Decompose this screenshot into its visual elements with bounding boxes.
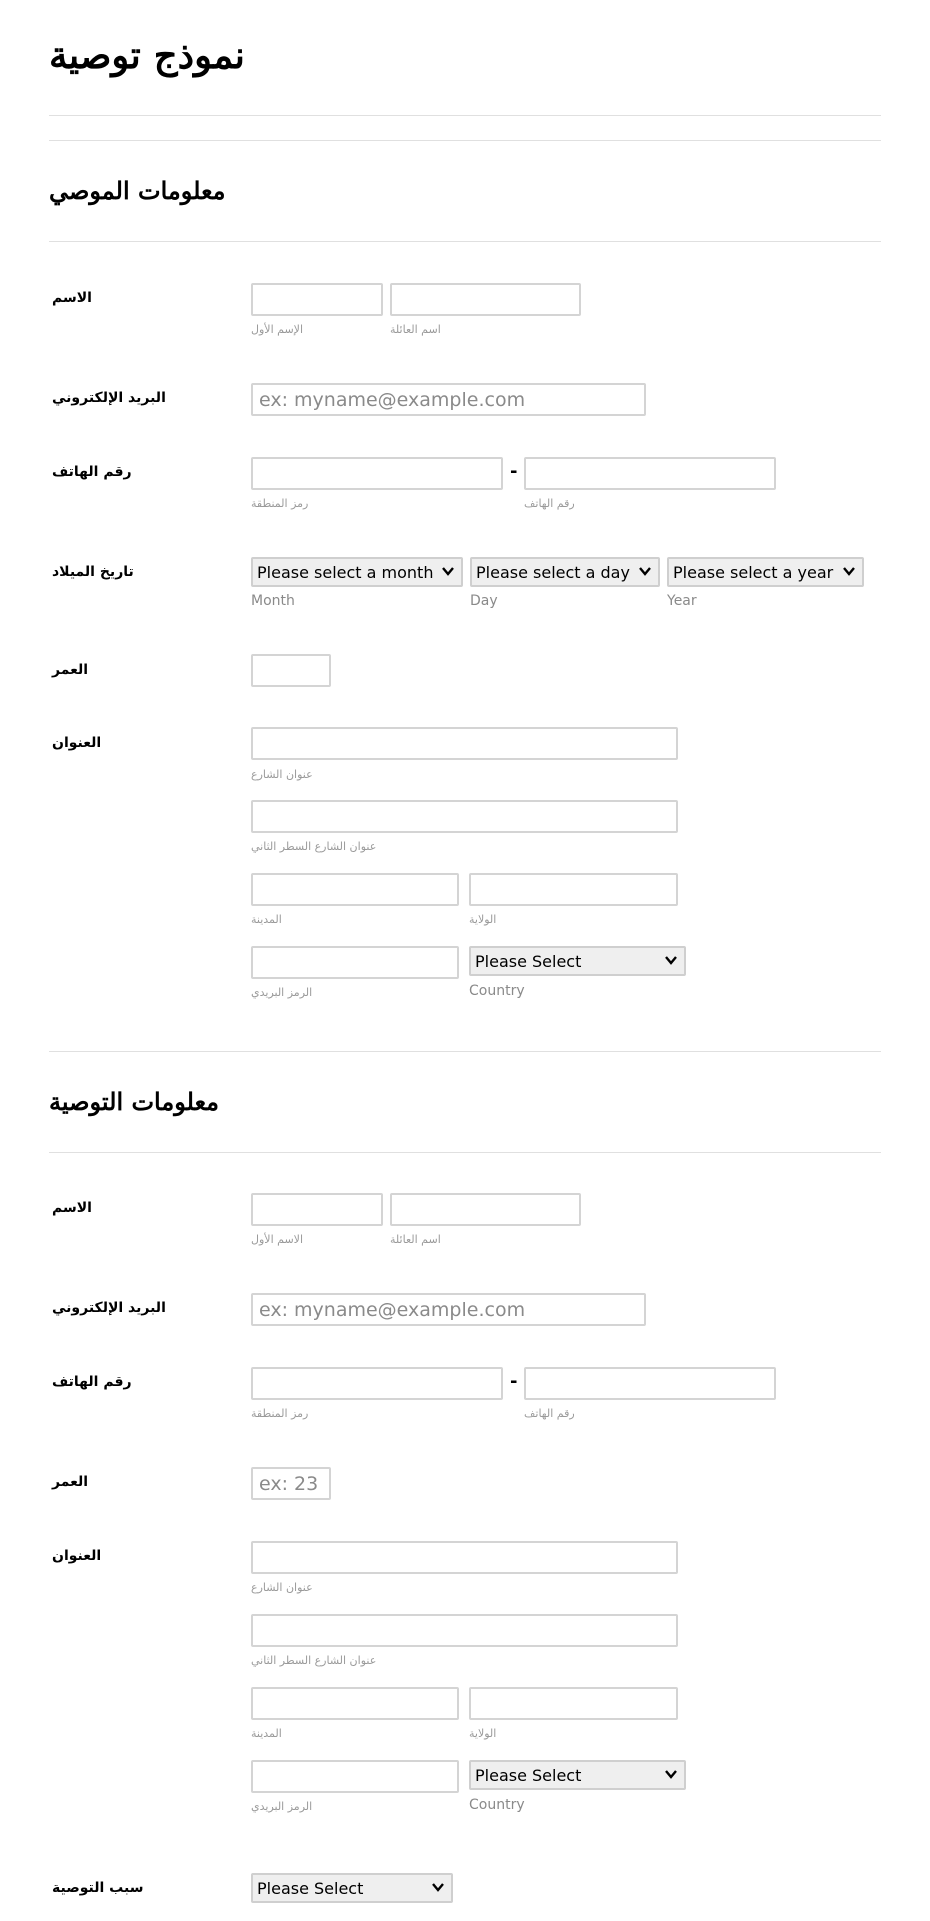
street-input[interactable] <box>251 727 678 760</box>
section-title-recommender: معلومات الموصي <box>49 176 226 205</box>
form-title: نموذج توصية <box>49 33 245 77</box>
day-sublabel: Day <box>470 593 498 609</box>
divider <box>49 1051 881 1052</box>
day-select-wrapper <box>470 557 660 587</box>
reason-label: سبب التوصية <box>52 1880 144 1896</box>
area-code-sublabel: رمز المنطقة <box>251 497 309 510</box>
year-sublabel: Year <box>667 593 697 609</box>
phone-label: رقم الهاتف <box>52 464 132 480</box>
state-sublabel: الولاية <box>469 913 497 926</box>
city-sublabel: المدينة <box>251 1727 282 1740</box>
phone-number-sublabel: رقم الهاتف <box>524 1407 575 1420</box>
last-name-input[interactable] <box>390 1193 581 1226</box>
age-input[interactable] <box>251 1467 331 1500</box>
section-title-recommendation: معلومات التوصية <box>49 1087 220 1116</box>
name-label: الاسم <box>52 290 92 306</box>
year-select-wrapper <box>667 557 864 587</box>
first-name-input[interactable] <box>251 283 383 316</box>
last-name-input[interactable] <box>390 283 581 316</box>
country-select[interactable] <box>469 1760 686 1790</box>
phone-separator: - <box>510 1371 518 1392</box>
last-name-sublabel: اسم العائلة <box>390 323 441 336</box>
month-sublabel: Month <box>251 593 295 609</box>
address-label: العنوان <box>52 1548 102 1564</box>
first-name-sublabel: الإسم الأول <box>251 323 303 336</box>
state-input[interactable] <box>469 873 678 906</box>
city-input[interactable] <box>251 873 459 906</box>
phone-number-input[interactable] <box>524 457 776 490</box>
first-name-input[interactable] <box>251 1193 383 1226</box>
divider <box>49 140 881 141</box>
street2-sublabel: عنوان الشارع السطر الثاني <box>251 840 377 853</box>
reason-select[interactable] <box>251 1873 453 1903</box>
divider <box>49 1152 881 1153</box>
country-select[interactable] <box>469 946 686 976</box>
area-code-sublabel: رمز المنطقة <box>251 1407 309 1420</box>
country-select-wrapper <box>469 1760 686 1790</box>
street-sublabel: عنوان الشارع <box>251 768 313 781</box>
street-sublabel: عنوان الشارع <box>251 1581 313 1594</box>
phone-number-input[interactable] <box>524 1367 776 1400</box>
state-sublabel: الولاية <box>469 1727 497 1740</box>
age-label: العمر <box>52 1474 89 1490</box>
phone-number-sublabel: رقم الهاتف <box>524 497 575 510</box>
age-input[interactable] <box>251 654 331 687</box>
first-name-sublabel: الاسم الأول <box>251 1233 303 1246</box>
birthdate-label: تاريخ الميلاد <box>52 564 134 580</box>
day-select[interactable] <box>470 557 660 587</box>
zip-sublabel: الرمز البريدي <box>251 1800 313 1813</box>
city-input[interactable] <box>251 1687 459 1720</box>
country-sublabel: Country <box>469 1797 525 1813</box>
country-select-wrapper <box>469 946 686 976</box>
age-label: العمر <box>52 662 89 678</box>
email-input[interactable] <box>251 383 646 416</box>
month-select-wrapper <box>251 557 463 587</box>
zip-sublabel: الرمز البريدي <box>251 986 313 999</box>
area-code-input[interactable] <box>251 457 503 490</box>
month-select[interactable] <box>251 557 463 587</box>
zip-input[interactable] <box>251 1760 459 1793</box>
street2-sublabel: عنوان الشارع السطر الثاني <box>251 1654 377 1667</box>
phone-label: رقم الهاتف <box>52 1374 132 1390</box>
zip-input[interactable] <box>251 946 459 979</box>
address-label: العنوان <box>52 735 102 751</box>
email-label: البريد الإلكتروني <box>52 390 166 406</box>
area-code-input[interactable] <box>251 1367 503 1400</box>
name-label: الاسم <box>52 1200 92 1216</box>
street-input[interactable] <box>251 1541 678 1574</box>
phone-separator: - <box>510 461 518 482</box>
last-name-sublabel: اسم العائلة <box>390 1233 441 1246</box>
street2-input[interactable] <box>251 800 678 833</box>
email-input[interactable] <box>251 1293 646 1326</box>
year-select[interactable] <box>667 557 864 587</box>
divider <box>49 115 881 116</box>
reason-select-wrapper <box>251 1873 453 1903</box>
street2-input[interactable] <box>251 1614 678 1647</box>
divider <box>49 241 881 242</box>
state-input[interactable] <box>469 1687 678 1720</box>
city-sublabel: المدينة <box>251 913 282 926</box>
email-label: البريد الإلكتروني <box>52 1300 166 1316</box>
country-sublabel: Country <box>469 983 525 999</box>
